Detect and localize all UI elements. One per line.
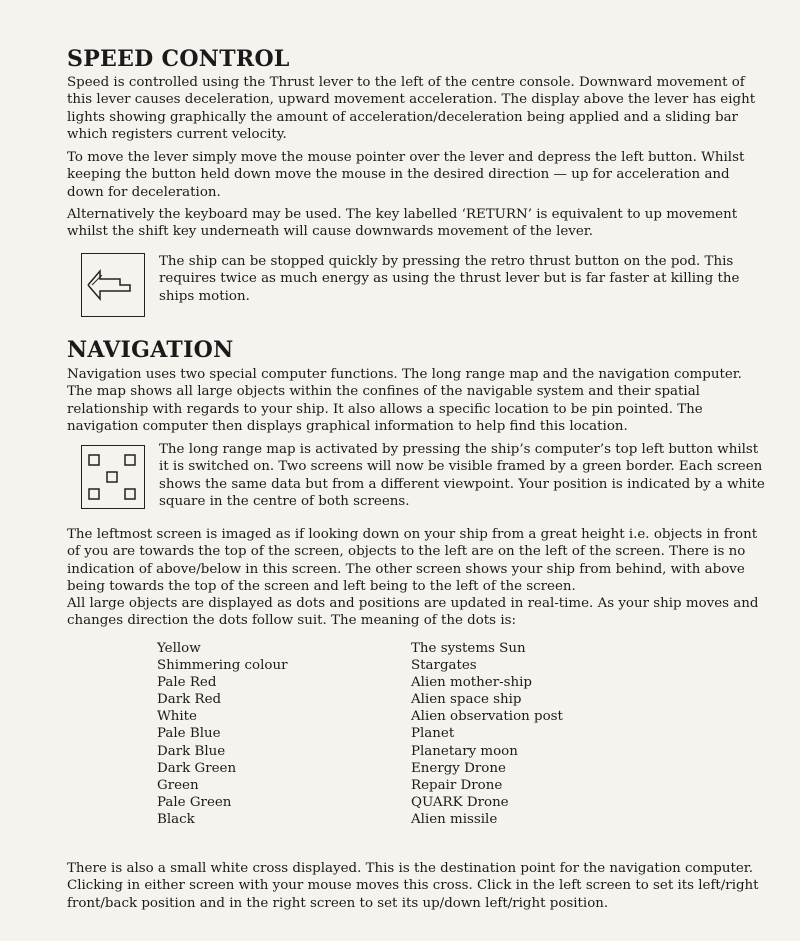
speed-paragraph-2: To move the lever simply move the mouse pointer over the lever and depress the left button. Whilst keeping the button held down move the mouse in the desired direction — up for acceleration and down for deceleration. xyxy=(67,150,745,200)
navigation-paragraph-4: All large objects are displayed as dots and positions are updated in real-time. As your ship moves and changes direction the dots follow suit. The meaning of the dots is: xyxy=(67,596,759,629)
dot-legend-table xyxy=(157,640,607,828)
long-range-map-icon xyxy=(81,445,145,509)
speed-paragraph-3: Alternatively the keyboard may be used. The key labelled ‘RETURN’ is equivalent to up movement whilst the shift key underneath will cause downwards movement of the lever. xyxy=(67,207,738,240)
legend-row xyxy=(157,777,607,794)
legend-colour: Black xyxy=(157,811,195,827)
legend-row xyxy=(157,674,607,691)
long-range-map-paragraph: The long range map is activated by pressing the ship’s computer’s top left button whilst it is switched on. Two screens will now be visible framed by a green border. Each screen shows the same data but from a different viewpoint. Your position is indicated by a white square in the centre of both screens. xyxy=(159,442,765,509)
legend-colour: Dark Green xyxy=(157,760,237,776)
legend-row xyxy=(157,691,607,708)
speed-paragraph-1: Speed is controlled using the Thrust lever to the left of the centre console. Downward movement of this lever causes deceleration, upward movement acceleration. The display above the lever has eight lights showing graphically the amount of acceleration/deceleration being applied and a sliding bar which registers current velocity. xyxy=(67,75,756,142)
legend-row xyxy=(157,708,607,725)
legend-colour: Pale Blue xyxy=(157,726,221,742)
legend-meaning: QUARK Drone xyxy=(411,794,509,810)
legend-colour: Yellow xyxy=(157,641,201,656)
legend-meaning: Repair Drone xyxy=(411,777,503,793)
legend-row xyxy=(157,794,607,811)
navigation-paragraph-1: Navigation uses two special computer functions. The long range map and the navigation computer. The map shows all large objects within the confines of the navigable system and their spatial relationship with regards to your ship. It also allows a specific location to be pin pointed. The navigation computer then displays graphical information to help find this location. xyxy=(67,367,742,434)
legend-colour: Dark Blue xyxy=(157,743,226,759)
legend-meaning: Energy Drone xyxy=(411,760,506,776)
legend-colour: Dark Red xyxy=(157,692,222,708)
retro-thrust-arrow-icon xyxy=(81,253,145,317)
navigation-paragraph-3: The leftmost screen is imaged as if looking down on your ship from a great height i.e. objects in front of you are towards the top of the screen, objects to the left are on the left of the screen. There is no indication of above/below in this screen. The other screen shows your ship from behind, with above being towards the top of the screen and left being to the left of the screen. xyxy=(67,527,758,594)
retro-thrust-paragraph: The ship can be stopped quickly by pressing the retro thrust button on the pod. This requires twice as much energy as using the thrust lever but is far faster at killing the ships motion. xyxy=(159,254,740,304)
legend-row xyxy=(157,725,607,742)
legend-colour: Shimmering colour xyxy=(157,658,288,674)
legend-row xyxy=(157,743,607,760)
legend-colour: Pale Red xyxy=(157,675,217,691)
legend-row xyxy=(157,811,607,828)
navigation-paragraph-5: There is also a small white cross displayed. This is the destination point for the navigation computer. Clicking in either screen with your mouse moves this cross. Click in the left screen to set its left/right front/back position and in the right screen to set its up/down left/right position. xyxy=(67,861,759,911)
legend-row xyxy=(157,640,607,657)
legend-colour: Green xyxy=(157,777,199,793)
legend-row xyxy=(157,760,607,777)
legend-row xyxy=(157,657,607,674)
legend-meaning: Alien missile xyxy=(411,811,498,827)
speed-control-heading: SPEED CONTROL xyxy=(67,46,290,72)
legend-meaning: Alien mother-ship xyxy=(411,675,533,691)
navigation-heading: NAVIGATION xyxy=(67,337,234,363)
legend-meaning: Planet xyxy=(411,726,455,742)
legend-meaning: Alien observation post xyxy=(411,709,563,725)
legend-meaning: The systems Sun xyxy=(411,641,526,656)
legend-meaning: Planetary moon xyxy=(411,743,518,759)
legend-meaning: Stargates xyxy=(411,658,477,674)
legend-colour: Pale Green xyxy=(157,794,232,810)
legend-meaning: Alien space ship xyxy=(411,692,522,708)
legend-colour: White xyxy=(157,709,197,725)
